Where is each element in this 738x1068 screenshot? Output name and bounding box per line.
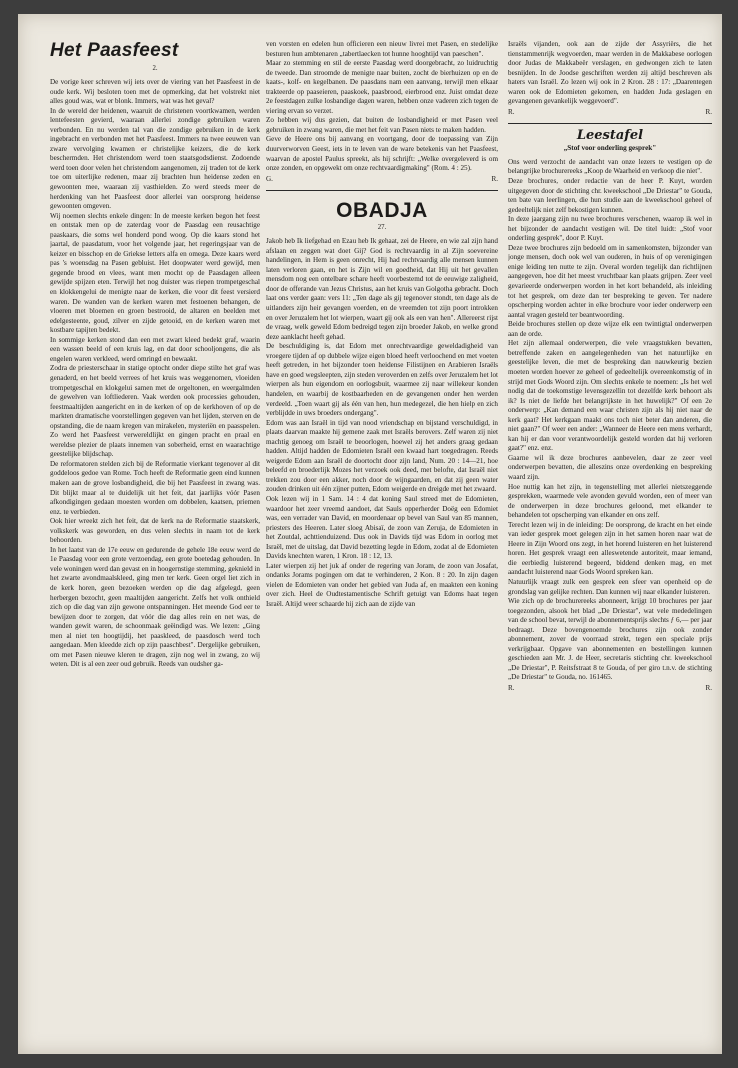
- paragraph: Ook hier wreekt zich het feit, dat de kerk na de Reformatie staatskerk, volkskerk was geworden, en dus velen slechts in naam tot de kerk behoorden.: [50, 517, 260, 545]
- paragraph: Israëls vijanden, ook aan de zijde der Assyriërs, die het tienstammenrijk wegvoerden, maar werden in de Makkabese oorlogen door Judas de Makkabeër verslagen, en gedwongen zich te laten besnijden. In de Joodse geschriften werden zij altijd beschreven als haters van Israël. Zo lezen wij ook in 2 Kron. 28 : 17: „Daarentegen waren ook de Edomieten gekomen, en hadden Juda geslagen en gevangenen gevankelijk weggevoerd".: [508, 40, 712, 106]
- signature-right: R.: [705, 684, 712, 692]
- article-title-paasfeest: Het Paasfeest: [50, 40, 179, 61]
- paragraph: De reformatoren stelden zich bij de Reformatie vierkant tegenover al dit goddeloos gedoe van Rome. Toch heeft de Reformatie geen eind kunnen maken aan de grove losbandigheid, die bij het Paasfeest in zwang was. Dit blijkt maar al te duidelijk uit het feit, dat jaarlijks vóór Pasen afkondigingen gedaan moesten worden om dobbelen, kaatsen, priemen enz. te verbieden.: [50, 459, 260, 516]
- paragraph: Later wierpen zij het juk af onder de regering van Joram, de zoon van Josafat, ondanks Jorams pogingen om dat te verhinderen, 2 Kon. 8 : 20. In zijn dagen vielen de Edomieten van onder het gebied van Juda af, en maakten een koning over zich. Heel de Oudtestamentische Schrift getuigt van Edoms haat tegen Israël. Altijd weer schaarde hij zich aan de zijde van: [266, 561, 498, 608]
- article-number: 2.: [152, 65, 158, 72]
- paragraph: De vorige keer schreven wij iets over de viering van het Paasfeest in de oude kerk. Wij besloten toen met de opmerking, dat het volstrekt niet alles goud was, wat er blonk. Immers, wat was het geval?: [50, 78, 260, 106]
- paragraph: Wij noemen slechts enkele dingen: In de meeste kerken begon het feest en ontstak men op de zaterdag voor de Paasdag een reusachtige paaskaars, die soms wel honderd pond woog. Op die kaars stond het jaartal, de paasdatum, voor het volgende jaar, het regeringsjaar van de keizer en bisschop en de Griekse letters alfa en omega. Deze kaars werd pas 's woensdag na Pasen gebluist. Het doopwater werd gewijd, men gegende brood en vlees, want men mocht op de Paasdagen alleen gewijde spijzen eten. Terwijl het nog duister was riepen trompetgeschal en klokkengelui de menigte naar de kerken, die voor dit feest versierd waren. De wanden van de kerken waren met festoenen behangen, de vloeren met bloemen en groen bestrooid, de altaren en beelden met edelgesteente, goud, zilver en zijde getooid, en de kerken waren met kostbare tapijten bedekt.: [50, 211, 260, 335]
- paragraph: Maar zo stemming en stil de eerste Paasdag werd doorgebracht, zo luidruchtig de tweede. Dan stroomde de menigte naar buiten, zocht de bierhuizen op en de kaats-, kolf- en kegelbanen. De paasdans nam een aanvang, terwijl men elkaar trakteerde op paaseieren, paaskoek, paasbrood, eierbrood enz. Juist omdat deze 2e feestdagen zulke losbandige dagen waren, hebben onze vaderen zich tegen de viering ervan so verzet.: [266, 59, 498, 115]
- paragraph: De beschuldiging is, dat Edom met onrechtvaardige geweldadigheid van vroegere tijden af op dubbele wijze eigen bloed heeft verloochend en met voeten heeft getreden, in het bijzonder toen heidense Filistijnen en Arabieren Israëls have en goed wegsleepten, zijn steden veroverden en zelfs over Jeruzalem het lot wierpen als hun eigendom en oorlogsbuit, waarmee zij naar willekeur konden handelen, en waarbij de kostbaarheden en de gevangenen onder hen werden verdeeld. „Toen waart gij als één van hen, hun medegezel, die hen hielp en zich verblijdde in uws broeders ondergang".: [266, 342, 498, 418]
- paragraph: Natuurlijk vraagt zulk een gesprek een sfeer van openheid op de grondslag van gelijke rechten. Dan kunnen wij naar elkander luisteren.: [508, 577, 712, 596]
- signature-left: R.: [508, 107, 515, 116]
- paragraph: Deze brochures, onder redactie van de heer P. Kuyt, worden uitgegeven door de stichting chr. kweekschool „De Driestar" te Gouda, ten bate van leerlingen, die hun studie aan de kweekschool geheel of gedeeltelijk niet zelf bekostigen kunnen.: [508, 177, 712, 214]
- divider: [508, 123, 712, 124]
- signature-line: [508, 108, 712, 118]
- paragraph: Zodra de priesterschaar in statige optocht onder diepe stilte het graf was genaderd, en het beeld verrees of het kruis was weggenomen, vloeiden trompetgeschal en klokgelui samen met de orgeltonen, en weergalmden de gewelven van loftliederen. Vaak werden ook processies gehouden, feestmaaltijden aangericht en in de kerken of op de kerkhoven of op de markten dramatische voorstellingen gegeven van het lijden, sterven en de opstanding, die de naam kregen van mirakelen, mysteriën en paasspelen. Zo werd het Paasfeest verwereldlijkt en gingen pracht en praal en wereldse plezier de plaats innemen van soberheid, ernst en waarachtige geestelijke blijdschap.: [50, 364, 260, 459]
- paragraph: Gaarne wil ik deze brochures aanbevelen, daar ze zeer veel onderwerpen bevatten, die alleszins onze overdenking en bespreking waard zijn.: [508, 453, 712, 481]
- paragraph: Hoe nuttig kan het zijn, in tegenstelling met allerlei nietszeggende gesprekken, waarmede vele avonden gevuld worden, een of meer van de onderwerpen in deze brochures geloond, met elkander te behandelen tot opscherping van elkander en ons zelf.: [508, 482, 712, 520]
- review-subtitle: „Stof voor onderling gesprek": [563, 144, 657, 153]
- paragraph: Terecht lezen wij in de inleiding: De oorsprong, de kracht en het einde van ieder gesprek moet gelegen zijn in het samen horen naar wat de Heere in Zijn Woord ons zegt, in het horend luisteren en het luisterend horen. Het gesprek vraagt een alleswetende autoriteit, maar iemand, die eerbiedig luisterend begeerd, biddend denken mag, en met aandacht luisterend naar Gods Woord spreken kan.: [508, 520, 712, 577]
- paragraph: Edom was aan Israël in tijd van nood vriendschap en bijstand verschuldigd, in plaats daarvan maakte hij gemene zaak met Israëls berovers. Zelf waren zij niet machtig genoeg om Israël te beoorlogen, hoewel zij het anders graag gedaan hadden. Altijd hadden de Edomieten Israël een kwaad hart toegedragen. Reeds weigerde Edom aan Israël de doortocht door zijn land, Num. 20 : 14—21, hoe beleefd en broederlijk Mozes het verzoek ook deed, met belofte, dat Israël niet trekken zou door een akker, noch door de wijngaarden, en dat zij geen water zouden drinken uit één zijner putten, Edom weigerde en dreigde met het zwaard.: [266, 418, 498, 494]
- divider: [266, 190, 498, 191]
- signature-line: [508, 684, 712, 694]
- signature-right: R.: [491, 174, 498, 183]
- newspaper-page: [18, 14, 722, 1054]
- paragraph: ven vorsten en edelen hun officieren een nieuw livrei met Pasen, en stedelijke besturen hun ambtenaren „tabertlaecken tot hunne hooghtijd van paeschen".: [266, 40, 498, 58]
- paragraph: Jakob heb Ik liefgehad en Ezau heb Ik gehaat, zei de Heere, en wie zal zijn hand afslaan en zeggen wat doet Gij? God is rechtvaardig in al Zijn soevereine handelingen, in Hem is geen onrecht, Hij had rechtvaardig alle mensen kunnen laten verloren gaan, en het is Zijn wil en goedheid, dat Hij uit het gevallen mensdom nog een ontelbare schare heeft voorbestemd tot de eeuwige zaligheid, door de offerande van Jezus Christus, aan het kruis van Golgotha gebracht. Doch laat ons verder gaan: vers 11: „Ten dage als gij tegenover stondt, ten dage als de uitlanders zijn heir gevangen voerden, en de vreemden tot zijn poort introkken en over Jeruzalem het lot wierpen, waart gij ook als een van hen". Allereerst rijst de vraag, welk geweld Edom bedreigd tegen zijn broeder Jakob, en welke grond deze aanklacht heeft gehad.: [266, 237, 498, 341]
- column-1: [50, 40, 260, 1040]
- paragraph: Ook lezen wij in 1 Sam. 14 : 4 dat koning Saul streed met de Edomieten, waardoor het zeer vreemd aandoet, dat Sauls opperherder Doëg een Edomiet was, een verrader van David, en moordenaar op bevel van Saul van 85 mannen, priesters des Heeren. Later sloeg Abisaï, de zoon van Zeruja, de Edomieten in het Zoutdal, achttienduizend. Dus ook in Davids tijd was Edom in oorlog met Israël, met de uitslag, dat David bezetting legde in Edom, zodat al de Edomieten Davids knechten waren, 1 Kron. 18 : 12, 13.: [266, 494, 498, 561]
- paragraph: Geve de Heere ons bij aanvang en voortgang, door de toepassing van Zijn duurverworven Geest, iets in te leven van de ware betekenis van het Paasfeest, waarvan de apostel Paulus spreekt, als hij schrijft: „Welke overgeleverd is om onze zonden, en opgewekt om onze rechtvaardigmaking" (Rom. 4 : 25).: [266, 135, 498, 173]
- signature-line: [266, 175, 498, 185]
- paragraph: Deze twee brochures zijn bedoeld om in samenkomsten, bijzonder van jonge mensen, doch ook wel van ouderen, in huis of op verenigingen enige leiding ten nutte te zijn. Overal worden tegelijk dan richtlijnen aangegeven, hoe dit het meest vruchtbaar kan plaats grijpen. Zeer veel gevarieerde onderwerpen worden in het kort behandeld, als inleiding tot het gesprek, om deze dan ter bespreking te geven. Ter nadere opscherping worden achter in elke brochure voor ieder onderwerp een aantal vragen gesteld ter beantwoording.: [508, 243, 712, 319]
- signature-right: R.: [705, 107, 712, 116]
- signature-left: G.: [266, 174, 273, 183]
- paragraph: Zo hebben wij dus gezien, dat buiten de losbandigheid er met Pasen veel gebruiken in zwang waren, die met het feit van Pasen niets te maken hadden.: [266, 116, 498, 134]
- paragraph: In het laatst van de 17e eeuw en gedurende de gehele 18e eeuw werd de 1e Paasdag voor een grote verzoendag, een grote boetedag gehouden. In vele woningen werd dan gevast en in hoogernstige stemming, geknield in het zwarte avondmaalskleed, ging men ter kerk. Geen orgel liet zich in de kerk horen, geen bezoeken werden op die dag afgelegd, geen herbergen bezocht, geen maaltijden aangericht. Zelfs het volk onthield zich op die dag van zijn gewone ontspanningen. Het meende God eer te bewijzen door te zorgen, dat vóór die dag alles rein en net was, de wanden gewit waren, de schoonmaak geëindigd was. We lezen: „Ging men al niet ten hoogtijdij, het paaskleed, de paasdosch werd toch aangedaan. Men kleedde zich op zijn paaschbest". Dergelijke gebruiken, om met Pasen nieuwe kleren te dragen, zijn nog wel in zwang, zo wij weten. Dit is al een zeer oud gebruik. Reeds van oudsher ga-: [50, 545, 260, 669]
- article-title-obadja: OBADJA: [336, 199, 428, 223]
- paragraph: In de wereld der heidenen, waaruit de christenen voortkwamen, werden lentefeesten gevierd, waaraan allerlei zondige gebruiken waren verbonden. En nu werden tal van die zondige gebruiken in de kerk ingebracht en verbonden met het Paasfeest. Immers na twee eeuwen van zware vervolging kwamen er christelijke keizers, die de kerk beschermden. Het christendom werd toen staatsgodsdienst. Zodoende werd toen door velen het christendom aangenomen, zij traden tot de kerk toe om uiterlijke redenen, maar zij brachten hun heidense zeden en gewoonten mee, waaraan zij vasthielden. Zo werd steeds meer de herdenking van het Paasfeest door allerlei van oorsprong heidense gewoonten omgeven.: [50, 106, 260, 211]
- paragraph: Wie zich op de brochurereeks abonneert, krijgt 10 brochures per jaar toegezonden, alsook het blad „De Driestar", wat vele mededelingen van de school bevat, terwijl de abonnementsprijs slechts ƒ 6,— per jaar bedraagt. Deze bovengenoemde brochures zijn ook zonder abonnement, zover de voorraad strekt, tegen een speciale prijs verkrijgbaar. Opgave van abonnementen en bestellingen kunnen geschieden aan Mr. J. de Heer, secretaris stichting chr. kweekschool „De Driestar", P. Reitsfstraat 8 te Gouda, of per giro t.n.v. de stichting „De Driestar" te Gouda, no. 161465.: [508, 597, 712, 682]
- signature-left: R.: [508, 684, 515, 692]
- paragraph: In deze jaargang zijn nu twee brochures verschenen, waarop ik wel in het bijzonder de aandacht vestigen wil. De titel luidt: „Stof voor onderling gesprek", door P. Kuyt.: [508, 215, 712, 243]
- section-title-leestafel: Leestafel: [576, 128, 644, 144]
- paragraph: Het zijn allemaal onderwerpen, die vele vraagstukken bevatten, betreffende zaken en aangelegenheden van het natuurlijke en geestelijke leven, die met de bespreking dan nauwkeurig bezien moeten worden hoever ze geheel of gedeeltelijk overeenkomstig of in strijd met Gods Woord zijn. Om slechts enkele te noemen: „Is het wel nodig dat de toekomstige levensgezellin tot dezelfde kerk behoort als ik? Is niet de liefde het belangrijkste in het huwelijk?" Of een 2e onderwerp: „Kan demand een waar christen zijn als hij niet naar de kerk gaat? Het kerkgaan maakt ons toch niet beter dan anderen, die niet gaan?" Of weer een ander: „Wanneer de Heere een mens verhardt, kan hij er dan voor verantwoordelijk gesteld worden dat hij verloren gaat?" enz. enz.: [508, 339, 712, 453]
- paragraph: Ons werd verzocht de aandacht van onze lezers te vestigen op de belangrijke brochurereeks „Koop de Waarheid en verkoop die niet".: [508, 157, 712, 176]
- article-number: 27.: [377, 224, 387, 232]
- column-3: [508, 40, 712, 1040]
- column-2: [266, 40, 498, 1040]
- paragraph: Beide brochures stellen op deze wijze elk een twintigtal onderwerpen aan de orde.: [508, 320, 712, 338]
- paragraph: In sommige kerken stond dan een met zwart kleed bedekt graf, waarin een wassen beeld of een kruis lag, en dat door schooljongens, die als engelen waren verkleed, werd omringd en bewaakt.: [50, 335, 260, 363]
